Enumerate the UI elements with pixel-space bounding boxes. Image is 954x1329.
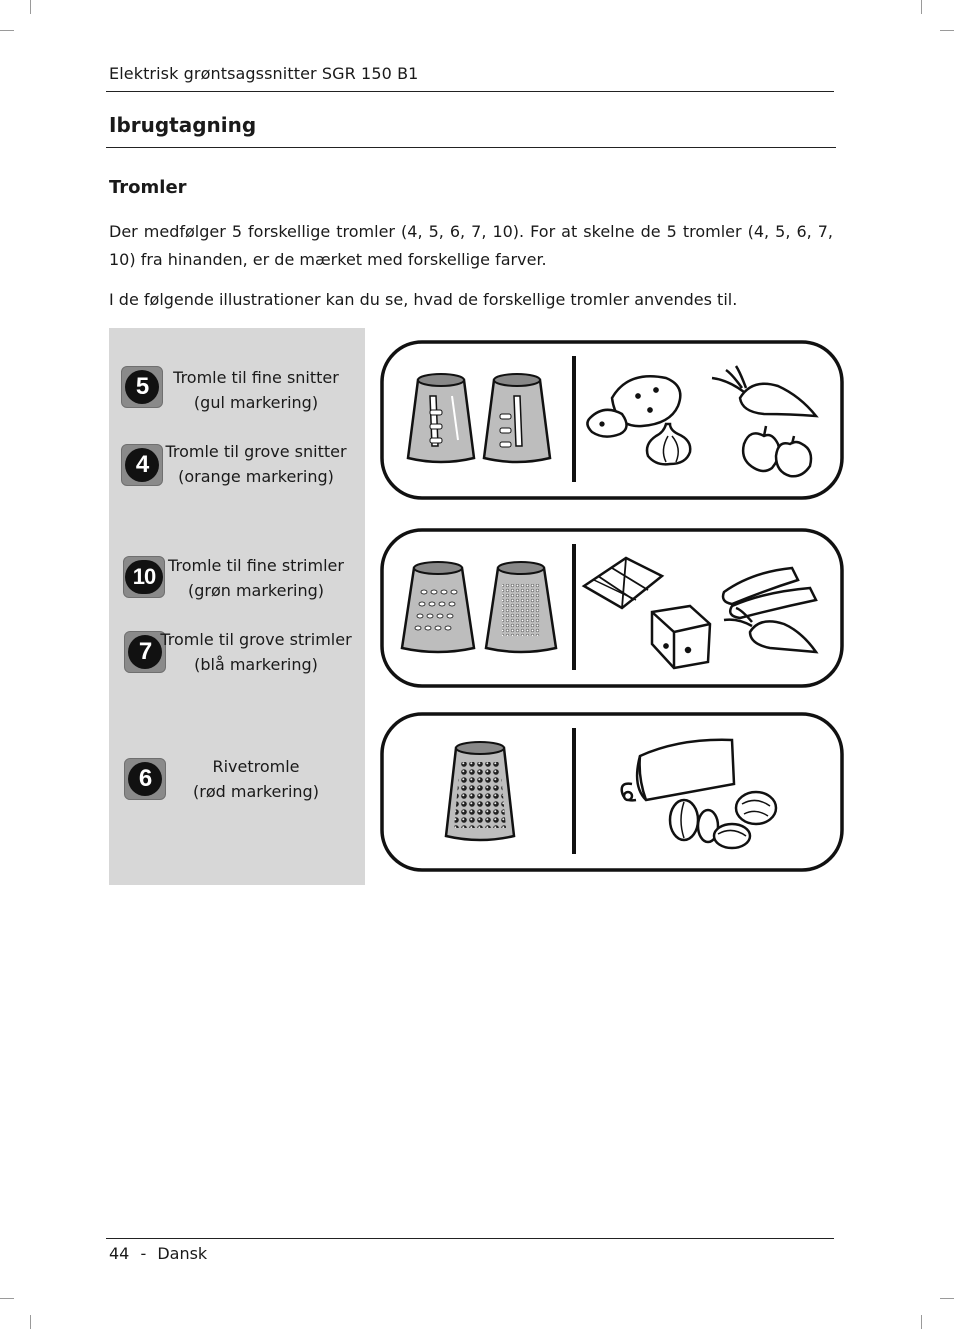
- drum-name: Tromle til fine snitter: [173, 368, 339, 387]
- crop-mark: [940, 30, 954, 31]
- slicer-drum-icon: [408, 374, 474, 462]
- section-title: Ibrugtagning: [109, 113, 257, 137]
- drum-name: Tromle til grove strimler: [160, 630, 352, 649]
- drum-description: [156, 627, 356, 677]
- illustration-strips: [380, 528, 844, 690]
- drum-description: [156, 439, 356, 489]
- drum-marking: (orange markering): [178, 467, 334, 486]
- drum-number: 5: [125, 370, 159, 404]
- illustration-grating: [380, 712, 844, 874]
- illustration-slicing: [380, 340, 844, 502]
- footer-rule: [106, 1238, 834, 1239]
- drum-name: Tromle til fine strimler: [168, 556, 344, 575]
- page-number: 44: [109, 1244, 130, 1263]
- crop-mark: [0, 1298, 14, 1299]
- fine-strip-drum-icon: [486, 562, 556, 652]
- slicer-drum-icon: [484, 374, 550, 462]
- drum-description: [156, 365, 356, 415]
- footer-language: Dansk: [157, 1244, 208, 1263]
- crop-mark: [0, 30, 14, 31]
- running-header: Elektrisk grøntsagssnitter SGR 150 B1: [109, 64, 419, 83]
- drum-description: [156, 553, 356, 603]
- footer-separator: -: [140, 1244, 147, 1263]
- crop-mark: [921, 1315, 922, 1329]
- usage-paragraph: I de følgende illustrationer kan du se, hvad de forskellige tromler anvendes til.: [109, 290, 738, 309]
- subsection-title: Tromler: [109, 177, 187, 198]
- drum-legend-panel: [109, 328, 365, 885]
- drum-marking: (gul markering): [193, 393, 319, 412]
- drum-description: [156, 754, 356, 804]
- grater-drum-icon: [446, 742, 514, 840]
- drum-number: 7: [128, 635, 162, 669]
- drum-name: Tromle til grove snitter: [165, 442, 347, 461]
- drum-number: 6: [128, 762, 162, 796]
- drum-marking: (grøn markering): [187, 581, 325, 600]
- crop-mark: [30, 0, 31, 14]
- crop-mark: [30, 1315, 31, 1329]
- crop-mark: [921, 0, 922, 14]
- drum-marking: (rød markering): [193, 782, 319, 801]
- page-footer: [109, 1244, 207, 1263]
- drum-number: 10: [125, 560, 163, 594]
- drum-number: 4: [125, 448, 159, 482]
- header-rule: [106, 91, 834, 92]
- crop-mark: [940, 1298, 954, 1299]
- drum-marking: (blå markering): [194, 655, 318, 674]
- intro-paragraph: Der medfølger 5 forskellige tromler (4, 5, 6, 7, 10). For at skelne de 5 tromler (4, 5, 6, 7, 10) fra hinanden, er de mærket med forskellige farver.: [109, 222, 833, 269]
- section-rule: [106, 147, 836, 148]
- drum-name: Rivetromle: [212, 757, 300, 776]
- strip-drum-icon: [402, 562, 474, 652]
